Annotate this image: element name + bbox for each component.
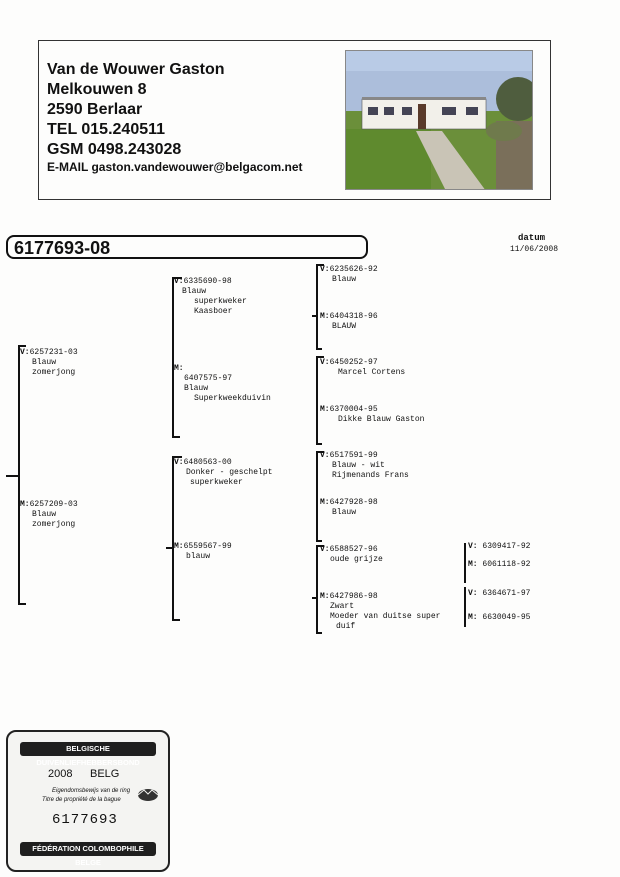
g3-5-ring: 6517591-99 (329, 451, 378, 460)
g3-8-desc1: Zwart (330, 602, 355, 611)
g3-1-ring: 6235626-92 (329, 265, 378, 274)
stamp-line2: Titre de propriété de la bague (42, 797, 121, 803)
g2-mm-ring: 6559567-99 (183, 542, 232, 551)
owner-tel: TEL 015.240511 (47, 121, 166, 138)
g3-5-desc1: Blauw - wit (332, 461, 385, 470)
g2-ff (174, 277, 247, 317)
g3-1-desc1: Blauw (332, 275, 357, 284)
g1-father (20, 348, 78, 378)
owner-name: Van de Wouwer Gaston (47, 61, 225, 78)
g1-mother (20, 500, 78, 530)
loft-photo (345, 50, 533, 190)
g3-7-prefix: V: (320, 545, 330, 554)
g2-fm-prefix: M: (174, 364, 184, 373)
g4-2-ring: 6061118-92 (482, 560, 531, 569)
g3-1 (320, 265, 378, 285)
g3-4 (320, 405, 424, 425)
g3-7-ring: 6588527-96 (329, 545, 378, 554)
owner-email: E-MAIL gaston.vandewouwer@belgacom.net (47, 160, 303, 174)
g3-4-desc1: Dikke Blauw Gaston (338, 415, 425, 424)
ring-number: 6177693-08 (14, 238, 111, 258)
owner-gsm: GSM 0498.243028 (47, 141, 182, 158)
g1-father-desc1: Blauw (32, 358, 57, 367)
g4-1-prefix: V: (468, 542, 478, 551)
g4-3-prefix: V: (468, 589, 478, 598)
g1-mother-prefix: M: (20, 500, 30, 509)
g4-4-ring: 6630049-95 (482, 613, 531, 622)
stamp-line1: Eigendomsbewijs van de ring (52, 788, 131, 794)
g1-father-prefix: V: (20, 348, 30, 357)
g3-7 (320, 545, 383, 565)
g1-mother-desc2: zomerjong (32, 520, 76, 529)
g1-father-desc2: zomerjong (32, 368, 76, 377)
g3-8 (320, 592, 440, 632)
g2-mf-desc2: superkweker (190, 478, 243, 487)
g4-2-prefix: M: (468, 560, 478, 569)
owner-street: Melkouwen 8 (47, 81, 147, 98)
stamp-ring-number: 6177693 (52, 812, 118, 828)
g2-ff-desc3: Kaasboer (194, 307, 233, 316)
owner-city: 2590 Berlaar (47, 101, 143, 118)
g3-2-prefix: M: (320, 312, 330, 321)
g2-mf-ring: 6480563-00 (183, 458, 232, 467)
g3-2-desc1: BLAUW (332, 322, 357, 331)
ring-ownership-card (6, 730, 170, 872)
g3-6 (320, 498, 378, 518)
g3-4-ring: 6370004-95 (329, 405, 378, 414)
g3-7-desc1: oude grijze (330, 555, 383, 564)
stamp-emblem-icon (136, 786, 160, 809)
g2-mm-desc1: blauw (186, 552, 211, 561)
stamp-year: 2008 (48, 768, 73, 780)
g3-8-desc3: duif (336, 622, 356, 631)
g2-fm-ring: 6407575-97 (184, 374, 233, 383)
g3-2 (320, 312, 378, 332)
g4-4 (468, 613, 530, 623)
g3-6-desc1: Blauw (332, 508, 357, 517)
g3-8-prefix: M: (320, 592, 330, 601)
g2-mf-prefix: V: (174, 458, 184, 467)
g3-3 (320, 358, 405, 378)
g3-8-ring: 6427986-98 (329, 592, 378, 601)
g3-6-ring: 6427928-98 (329, 498, 378, 507)
g2-mf (174, 458, 272, 488)
g3-8-desc2: Moeder van duitse super (330, 612, 441, 621)
g3-1-prefix: V: (320, 265, 330, 274)
g3-3-prefix: V: (320, 358, 330, 367)
g2-ff-desc1: Blauw (182, 287, 207, 296)
g4-3 (468, 589, 530, 599)
g4-1-ring: 6309417-92 (482, 542, 531, 551)
stamp-bottom-banner: FÉDÉRATION COLOMBOPHILE BELGE (20, 842, 156, 856)
g4-1 (468, 542, 530, 552)
g2-ff-ring: 6335690-98 (183, 277, 232, 286)
g3-3-ring: 6450252-97 (329, 358, 378, 367)
g1-mother-ring: 6257209-03 (29, 500, 78, 509)
g3-4-prefix: M: (320, 405, 330, 414)
g2-fm-desc1: Blauw (184, 384, 209, 393)
g3-5 (320, 451, 409, 481)
g2-ff-desc2: superkweker (194, 297, 247, 306)
g3-3-desc1: Marcel Cortens (338, 368, 406, 377)
datum-label: datum (518, 233, 546, 243)
g4-4-prefix: M: (468, 613, 478, 622)
stamp-top-banner: BELGISCHE DUIVENLIEFHEBBERSBOND (20, 742, 156, 756)
header-box (38, 40, 551, 200)
g2-fm-desc2: Superkweekduivin (194, 394, 271, 403)
g2-mm-prefix: M: (174, 542, 184, 551)
g1-mother-desc1: Blauw (32, 510, 57, 519)
datum-value: 11/06/2008 (510, 245, 559, 254)
g3-5-desc2: Rijmenands Frans (332, 471, 409, 480)
g2-mf-desc1: Donker - geschelpt (186, 468, 273, 477)
g3-2-ring: 6404318-96 (329, 312, 378, 321)
g2-mm (174, 542, 232, 562)
g1-father-ring: 6257231-03 (29, 348, 78, 357)
g4-3-ring: 6364671-97 (482, 589, 531, 598)
g3-6-prefix: M: (320, 498, 330, 507)
g4-2 (468, 560, 530, 570)
stamp-country: BELG (90, 768, 120, 780)
g3-5-prefix: V: (320, 451, 330, 460)
ring-number-bar (6, 235, 368, 259)
g2-fm (174, 364, 271, 404)
g2-ff-prefix: V: (174, 277, 184, 286)
